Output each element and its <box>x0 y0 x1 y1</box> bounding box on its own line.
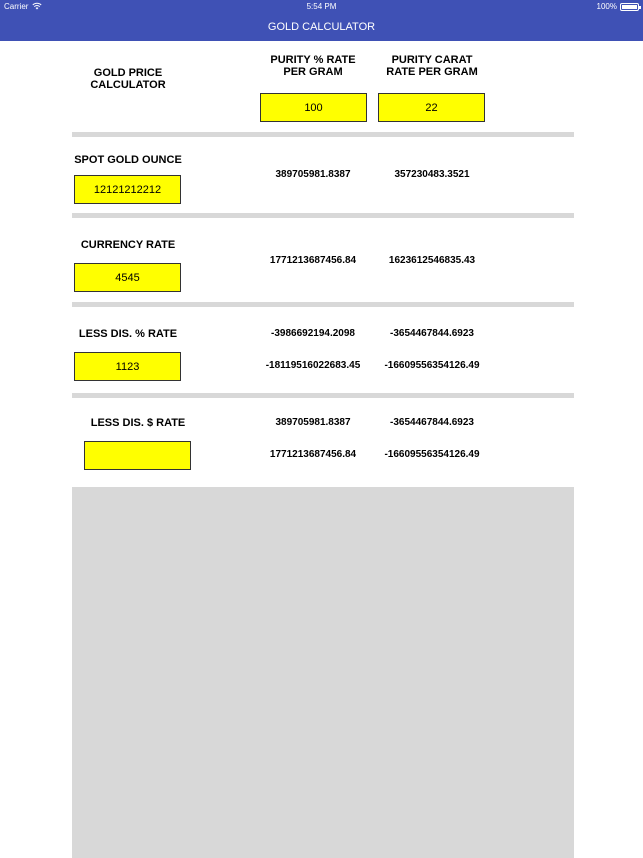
currency-purity-percent-value: 1771213687456.84 <box>269 255 357 266</box>
spot-gold-label: SPOT GOLD OUNCE <box>74 154 182 166</box>
status-time: 5:54 PM <box>306 2 337 11</box>
section-divider <box>72 132 574 137</box>
currency-rate-input[interactable]: 4545 <box>74 263 181 292</box>
less-percent-purity-percent-converted: -18119516022683.45 <box>265 360 361 371</box>
spot-gold-input[interactable]: 12121212212 <box>74 175 181 204</box>
less-percent-label: LESS DIS. % RATE <box>78 328 178 340</box>
less-percent-purity-carat-converted: -16609556354126.49 <box>384 360 480 371</box>
section-divider <box>72 393 574 398</box>
purity-carat-input[interactable]: 22 <box>378 93 485 122</box>
spot-purity-carat-value: 357230483.3521 <box>394 169 470 180</box>
less-percent-input[interactable]: 1123 <box>74 352 181 381</box>
less-dollar-purity-percent-converted: 1771213687456.84 <box>269 449 357 460</box>
spot-purity-percent-value: 389705981.8387 <box>275 169 351 180</box>
section-divider <box>72 213 574 218</box>
currency-purity-carat-value: 1623612546835.43 <box>388 255 476 266</box>
purity-carat-heading: PURITY CARAT RATE PER GRAM <box>386 54 478 78</box>
battery-percent: 100% <box>596 2 617 11</box>
battery-icon <box>620 3 639 11</box>
empty-content-area <box>72 487 574 858</box>
less-percent-purity-carat-value: -3654467844.6923 <box>390 328 474 339</box>
section-divider <box>72 302 574 307</box>
carrier-label: Carrier <box>4 2 29 11</box>
less-dollar-input[interactable] <box>84 441 191 470</box>
purity-percent-heading: PURITY % RATE PER GRAM <box>270 54 356 78</box>
less-dollar-purity-carat-value: -3654467844.6923 <box>390 417 474 428</box>
currency-rate-label: CURRENCY RATE <box>80 239 176 251</box>
less-dollar-purity-carat-converted: -16609556354126.49 <box>384 449 480 460</box>
purity-percent-input[interactable]: 100 <box>260 93 367 122</box>
less-dollar-label: LESS DIS. $ RATE <box>90 417 186 429</box>
less-percent-purity-percent-value: -3986692194.2098 <box>271 328 355 339</box>
calculator-heading: GOLD PRICE CALCULATOR <box>90 67 166 91</box>
less-dollar-purity-percent-value: 389705981.8387 <box>275 417 351 428</box>
page-title: GOLD CALCULATOR <box>267 21 376 33</box>
